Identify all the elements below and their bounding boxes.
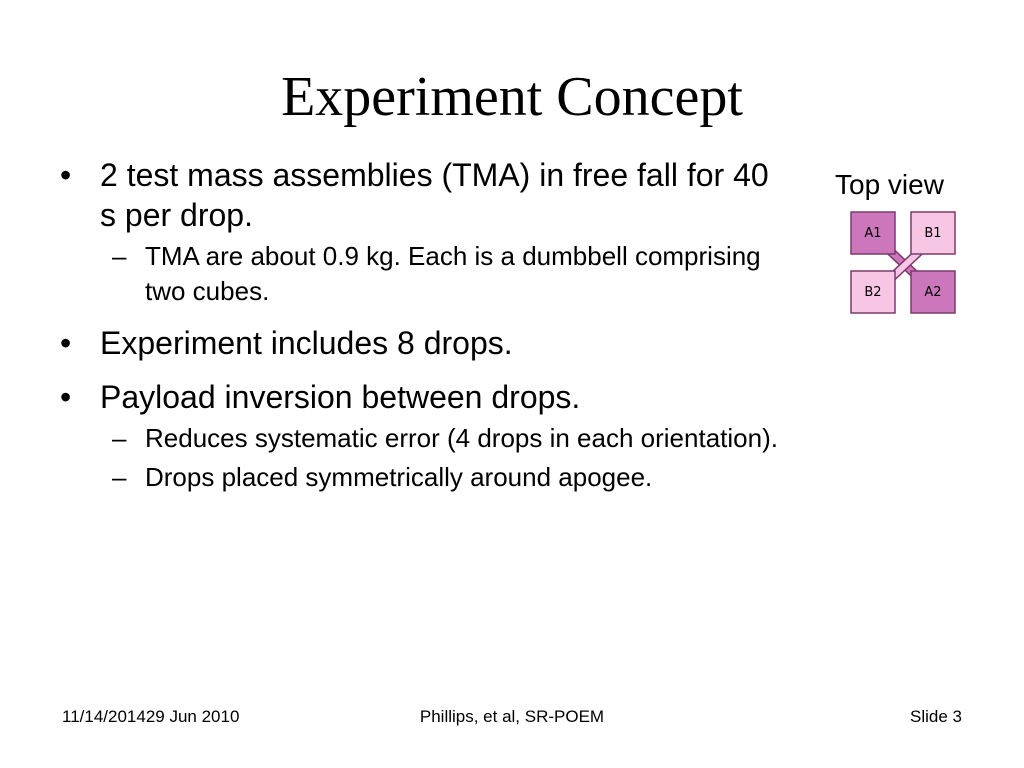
top-view-diagram [840, 205, 970, 325]
bullet-item [60, 377, 780, 417]
footer-slide-number: Slide 3 [910, 707, 962, 726]
footer-author: Phillips, et al, SR-POEM [419, 707, 605, 726]
cube-label-a1: A1 [864, 226, 882, 241]
bullet-list [60, 155, 780, 495]
sub-bullet-marker: – [112, 241, 127, 271]
cube-label-b1: B1 [924, 226, 942, 241]
bullet-marker: • [60, 379, 72, 415]
bullet-marker: • [60, 325, 72, 361]
cube-label-a2: A2 [924, 285, 942, 300]
sub-bullet-text: TMA are about 0.9 kg. Each is a dumbbell comprising two cubes. [145, 241, 761, 306]
bullet-marker: • [60, 157, 72, 193]
sub-bullet-marker: – [112, 423, 127, 453]
bullet-text: Payload inversion between drops. [100, 379, 581, 415]
cube-label-b2: B2 [864, 285, 882, 300]
figure-caption: Top view [835, 169, 944, 200]
bullet-text: 2 test mass assemblies (TMA) in free fall for 40 s per drop. [100, 157, 769, 233]
bullet-item [60, 323, 780, 363]
footer-date: 11/14/201429 Jun 2010 [62, 707, 240, 726]
bullet-text: Experiment includes 8 drops. [100, 325, 513, 361]
sub-bullet-item [60, 421, 780, 456]
slide-title: Experiment Concept [281, 66, 743, 128]
sub-bullet-text: Reduces systematic error (4 drops in each orientation). [145, 423, 778, 453]
sub-bullet-item [60, 460, 780, 495]
sub-bullet-text: Drops placed symmetrically around apogee. [145, 462, 653, 492]
sub-bullet-item [60, 239, 780, 309]
bullet-item [60, 155, 780, 235]
sub-bullet-marker: – [112, 462, 127, 492]
